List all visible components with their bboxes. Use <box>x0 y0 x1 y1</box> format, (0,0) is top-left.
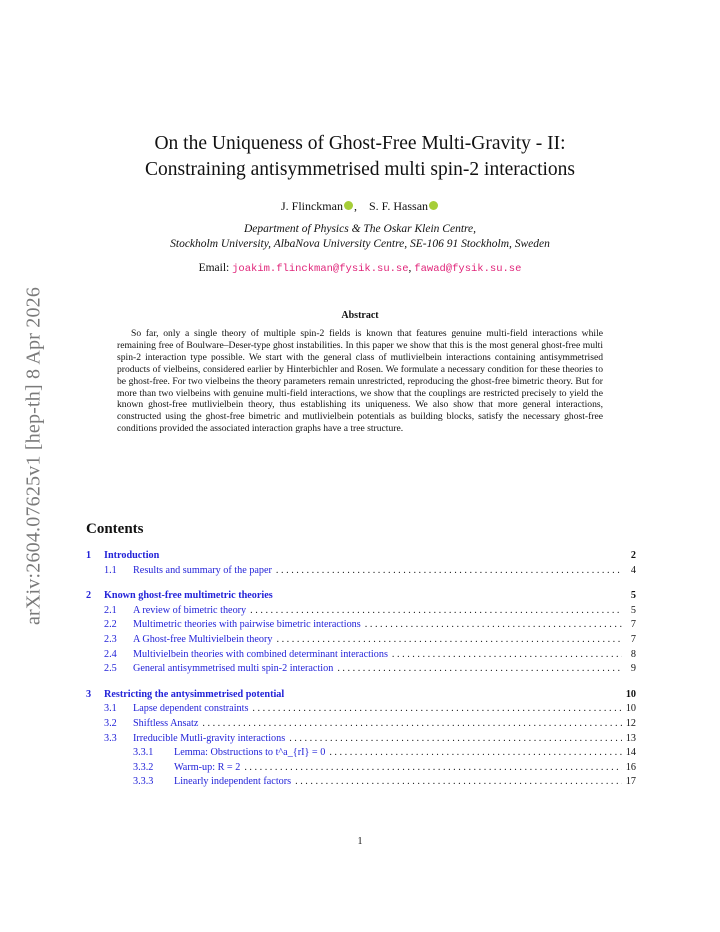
toc-entry-label[interactable]: A review of bimetric theory <box>133 604 247 616</box>
toc-entry-page[interactable]: 4 <box>630 564 636 576</box>
affiliation <box>60 222 660 252</box>
toc-entry-number[interactable]: 2.5 <box>104 663 117 675</box>
toc-entry[interactable] <box>86 619 636 634</box>
toc-entry-number[interactable]: 3.2 <box>104 717 117 729</box>
toc-entry-page[interactable]: 14 <box>625 747 636 759</box>
toc-leader-dots <box>198 718 622 729</box>
toc-entry[interactable] <box>86 718 636 733</box>
toc-entry-page[interactable]: 7 <box>630 633 636 645</box>
toc-entry[interactable] <box>86 762 636 777</box>
toc-leader-dots <box>272 634 622 645</box>
toc-entry[interactable] <box>86 703 636 718</box>
author-list: J. Flinckman , S. F. Hassan <box>80 199 640 214</box>
email-label: Email: <box>198 262 233 274</box>
toc-entry-number[interactable]: 2 <box>86 590 92 602</box>
toc-entry-page[interactable]: 2 <box>630 550 636 561</box>
toc-entry-number[interactable]: 2.3 <box>104 633 117 645</box>
toc-leader-dots <box>285 733 622 744</box>
toc-leader-dots <box>291 776 622 787</box>
toc-entry-page[interactable]: 10 <box>625 703 636 715</box>
toc-entry-label[interactable]: Shiftless Ansatz <box>133 717 199 729</box>
abstract-heading: Abstract <box>341 310 379 321</box>
toc-entry-number[interactable]: 1 <box>86 550 92 561</box>
toc-entry[interactable] <box>86 550 636 565</box>
toc-leader-dots <box>246 605 622 616</box>
toc-entry-page[interactable]: 17 <box>625 776 636 788</box>
toc-entry-label[interactable]: Lemma: Obstructions to t^a_{rI} = 0 <box>174 747 326 759</box>
toc-entry-number[interactable]: 3.3.1 <box>133 747 154 759</box>
toc-entry-label[interactable]: Lapse dependent constraints <box>133 703 249 715</box>
toc-entry[interactable] <box>86 605 636 620</box>
email-line <box>80 262 640 275</box>
email-separator: , <box>408 262 415 274</box>
toc-entry-label[interactable]: General antisymmetrised multi spin-2 interaction <box>133 663 334 675</box>
toc-entry-number[interactable]: 3.1 <box>104 703 117 715</box>
toc-leader-dots <box>240 762 622 773</box>
toc-entry[interactable] <box>86 590 636 605</box>
toc-leader-dots <box>388 649 622 660</box>
arxiv-stamp <box>12 268 56 644</box>
author-2[interactable]: S. F. Hassan <box>368 199 429 213</box>
toc-entry[interactable] <box>86 565 636 580</box>
page-number: 1 <box>357 836 363 847</box>
toc-entry-label[interactable]: Linearly independent factors <box>174 776 292 788</box>
toc-entry[interactable] <box>86 689 636 704</box>
toc-entry-label[interactable]: A Ghost-free Multivielbein theory <box>133 633 273 645</box>
toc-entry-number[interactable]: 1.1 <box>104 564 117 576</box>
abstract-body: So far, only a single theory of multiple spin-2 fields is known that features genuine multi-field interactions while remaining free of Boulware–Deser-type ghost instabilities. In this paper we show that this is the most general ghost-free multi spin-2 interaction type possible. We start with the general class of mutlivielbein interactions containing antisymmetrised products of vielbeins, considered earlier by Hinterbichler and Rosen. We formulate a necessary condition for these theories to be ghost-free. For two vielbeins the theory parameters remain unrestricted, reproducing the ghost-free bimetric theory. But for more than two vielbeins with genuine multi-field interactions, we show that the couplings are restricted precisely to yield the known ghost-free mutlivielbein theory, thus establishing its uniqueness. We also show that more general interactions, constructed using the ghost-free bimetric and mutlivielbein potentials as building blocks, satisfy the necessary ghost-free conditions provided the associated interaction graphs have a tree structure. <box>117 328 603 435</box>
toc-entry-page[interactable]: 9 <box>630 663 636 675</box>
toc-entry-label[interactable]: Irreducible Mutli-gravity interactions <box>133 732 286 744</box>
toc-entry-number[interactable]: 3.3.2 <box>133 761 154 773</box>
toc-entry-label[interactable]: Multivielbein theories with combined determinant interactions <box>133 648 388 660</box>
affiliation-line-1: Department of Physics & The Oskar Klein Centre, <box>243 223 477 235</box>
toc-entry-number[interactable]: 3.3.3 <box>133 776 154 788</box>
toc-entry-number[interactable]: 2.2 <box>104 619 117 631</box>
toc-leader-dots <box>272 565 622 576</box>
toc-entry-number[interactable]: 3.3 <box>104 732 117 744</box>
toc-entry-label[interactable]: Warm-up: R = 2 <box>174 761 241 773</box>
toc-entry[interactable] <box>86 747 636 762</box>
email-link-2[interactable]: fawad@fysik.su.se <box>414 263 522 275</box>
toc-entry-label[interactable]: Introduction <box>104 550 160 561</box>
toc-entry-page[interactable]: 10 <box>625 688 636 700</box>
toc-entry-page[interactable]: 5 <box>630 604 636 616</box>
toc-entry[interactable] <box>86 649 636 664</box>
toc-leader-dots <box>361 619 622 630</box>
orcid-icon[interactable] <box>429 201 438 210</box>
orcid-icon[interactable] <box>344 201 353 210</box>
author-1[interactable]: J. Flinckman <box>280 199 343 213</box>
toc-entry-page[interactable]: 5 <box>630 590 636 602</box>
toc-entry[interactable] <box>86 663 636 678</box>
contents-heading: Contents <box>86 521 144 537</box>
title-line-2: Constraining antisymmetrised multi spin-2 interactions <box>144 159 576 180</box>
title-line-1: On the Uniqueness of Ghost-Free Multi-Gravity - II: <box>154 133 566 154</box>
toc-entry-number[interactable]: 3 <box>86 688 92 700</box>
email-link-1[interactable]: joakim.flinckman@fysik.su.se <box>232 263 409 275</box>
toc-entry-page[interactable]: 7 <box>630 619 636 631</box>
toc-entry-number[interactable]: 2.1 <box>104 604 117 616</box>
arxiv-id: arXiv:2604.07625v1 [hep-th] 8 Apr 2026 <box>22 286 45 626</box>
toc-leader-dots <box>248 703 622 714</box>
toc-entry-label[interactable]: Known ghost-free multimetric theories <box>104 590 273 602</box>
table-of-contents <box>86 550 636 791</box>
toc-entry-label[interactable]: Results and summary of the paper <box>133 564 272 576</box>
toc-leader-dots <box>325 747 622 758</box>
toc-entry[interactable] <box>86 733 636 748</box>
toc-entry[interactable] <box>86 776 636 791</box>
toc-entry-page[interactable]: 8 <box>630 648 636 660</box>
toc-entry-number[interactable]: 2.4 <box>104 648 117 660</box>
toc-entry-page[interactable]: 13 <box>625 732 636 744</box>
toc-entry-page[interactable]: 16 <box>625 761 636 773</box>
toc-entry-page[interactable]: 12 <box>625 717 636 729</box>
affiliation-line-2: Stockholm University, AlbaNova University Centre, SE-106 91 Stockholm, Sweden <box>170 238 550 250</box>
toc-entry-label[interactable]: Restricting the antysimmetrised potential <box>104 688 285 700</box>
toc-entry-label[interactable]: Multimetric theories with pairwise bimetric interactions <box>133 619 361 631</box>
toc-entry[interactable] <box>86 634 636 649</box>
toc-leader-dots <box>333 663 622 674</box>
paper-title <box>80 131 640 183</box>
